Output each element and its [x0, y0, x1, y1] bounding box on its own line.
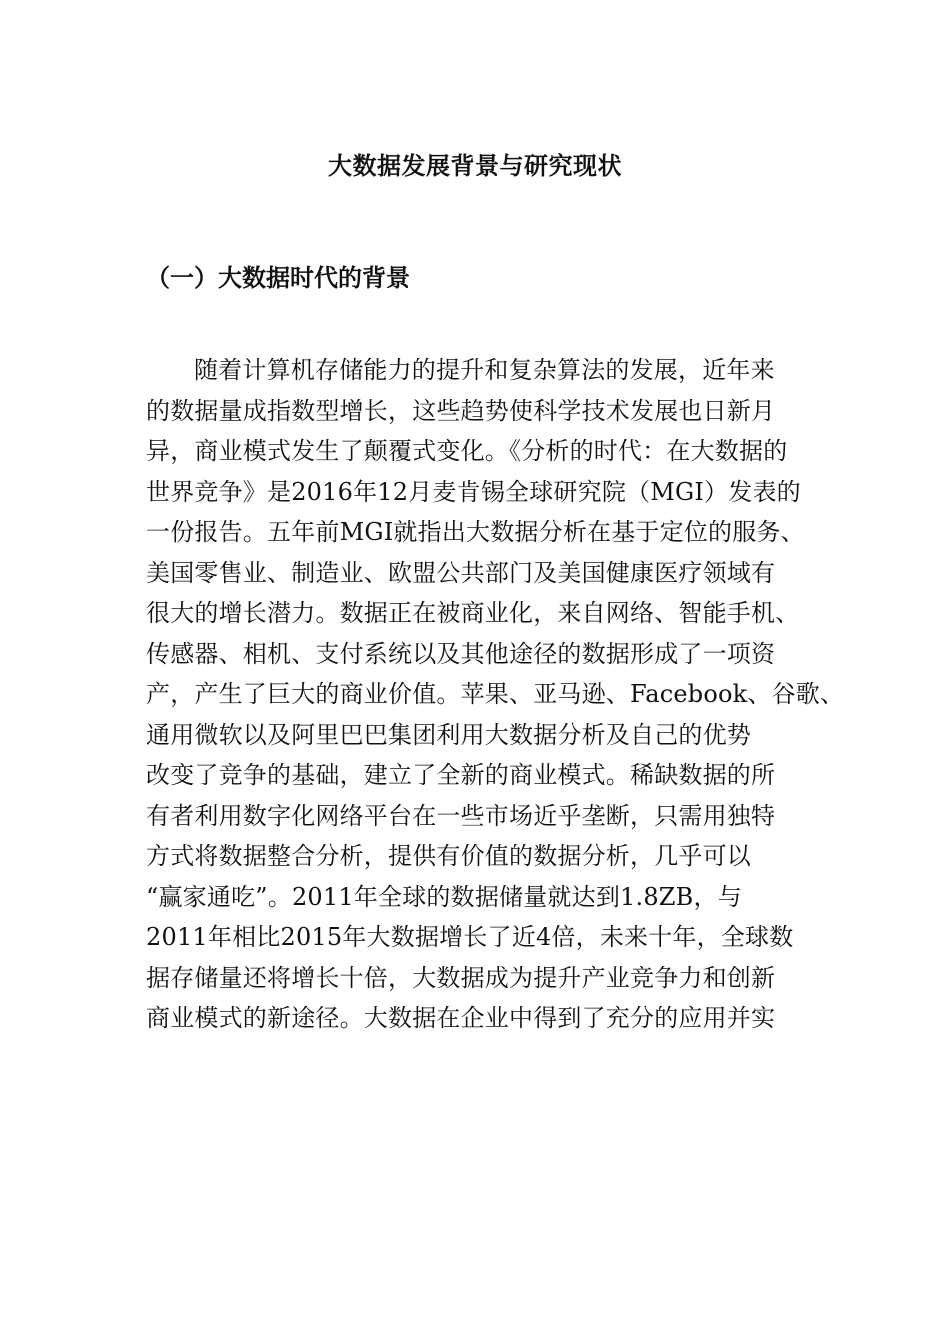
paragraph-line: 通用微软以及阿里巴巴集团利用大数据分析及自己的优势	[146, 720, 751, 749]
paragraph-line: 一份报告。五年前MGI就指出大数据分析在基于定位的服务、	[146, 518, 805, 546]
paragraph-line: 有者利用数字化网络平台在一些市场近乎垄断，只需用独特	[146, 801, 776, 830]
paragraph-line: 产，产生了巨大的商业价值。苹果、亚马逊、Facebook、谷歌、	[146, 680, 845, 708]
paragraph-line: “赢家通吃”。2011年全球的数据储量就达到1.8ZB，与	[146, 882, 742, 911]
paragraph-line: 商业模式的新途径。大数据在企业中得到了充分的应用并实	[146, 1004, 776, 1032]
paragraph-line: 传感器、相机、支付系统以及其他途径的数据形成了一项资	[146, 639, 776, 668]
body-paragraph	[146, 350, 845, 1039]
paragraph-line: 的数据量成指数型增长，这些趋势使科学技术发展也日新月	[146, 396, 776, 425]
section-heading: （一）大数据时代的背景	[146, 264, 410, 292]
paragraph-line: 改变了竞争的基础，建立了全新的商业模式。稀缺数据的所	[146, 761, 776, 789]
paragraph-line: 美国零售业、制造业、欧盟公共部门及美国健康医疗领域有	[146, 558, 776, 587]
paragraph-line: 很大的增长潜力。数据正在被商业化，来自网络、智能手机、	[146, 599, 800, 627]
paragraph-line: 世界竞争》是2016年12月麦肯锡全球研究院（MGI）发表的	[146, 477, 801, 506]
paragraph-line: 据存储量还将增长十倍，大数据成为提升产业竞争力和创新	[146, 963, 776, 992]
paragraph-line: 2011年相比2015年大数据增长了近4倍，未来十年，全球数	[146, 923, 794, 951]
paragraph-line: 异，商业模式发生了颠覆式变化。《分析的时代：在大数据的	[146, 437, 788, 465]
document-title: 大数据发展背景与研究现状	[328, 152, 622, 180]
paragraph-line: 方式将数据整合分析，提供有价值的数据分析，几乎可以	[146, 842, 751, 870]
paragraph-line: 随着计算机存储能力的提升和复杂算法的发展，近年来	[194, 356, 775, 384]
